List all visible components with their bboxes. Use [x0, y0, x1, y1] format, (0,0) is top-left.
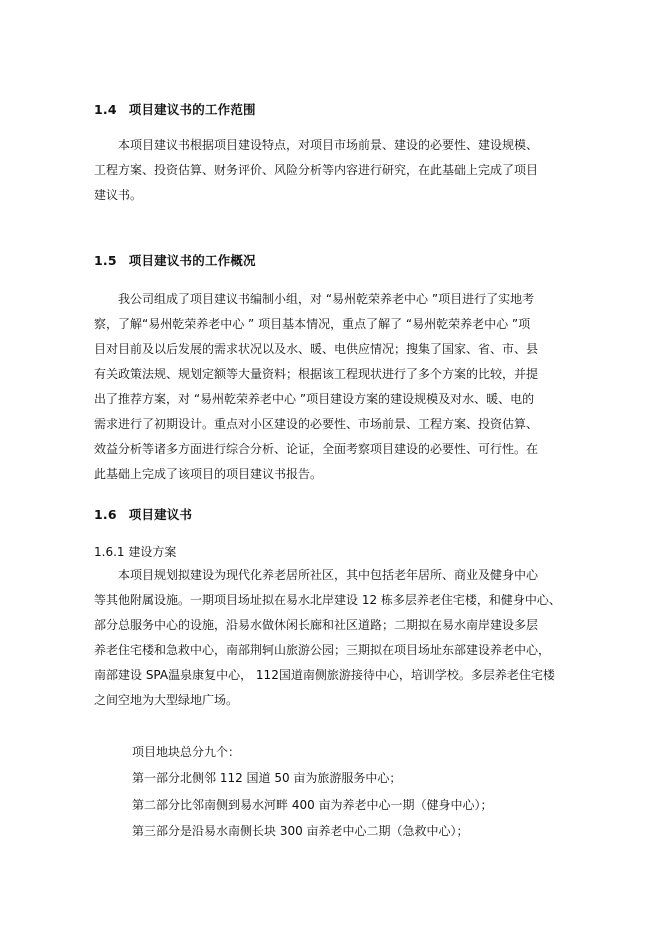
section-number: 1.4	[94, 102, 117, 117]
paragraph-line: 本项目建议书根据项目建设特点，对项目市场前景、建设的必要性、建设规模、	[118, 138, 539, 152]
section-number: 1.5	[94, 253, 117, 268]
section-heading-1-4	[94, 100, 256, 118]
paragraph-line: 察，了解“易州乾荣养老中心 ” 项目基本情况，重点了解了 “易州乾荣养老中心 ”项	[94, 317, 531, 331]
section-number: 1.6	[94, 507, 117, 522]
section-title: 项目建议书的工作概况	[128, 253, 256, 268]
paragraph-line: 有关政策法规、规划定额等大量资料；根据该工程现状进行了多个方案的比较，并提	[94, 367, 539, 381]
subsection-heading-1-6-1: 1.6.1 建设方案	[94, 545, 177, 559]
section-title: 项目建议书的工作范围	[128, 102, 256, 117]
paragraph-line: 效益分析等诸多方面进行综合分析、论证，全面考察项目建设的必要性、可行性。在	[94, 442, 539, 456]
plot-list-item: 第一部分北侧邻 112 国道 50 亩为旅游服务中心；	[132, 771, 402, 785]
paragraph-line: 出了推荐方案，对 “易州乾荣养老中心 ”项目建设方案的建设规模及对水、暖、电的	[94, 392, 535, 406]
plots-intro-line: 项目地块总分九个：	[132, 745, 241, 759]
section-heading-1-6	[94, 505, 192, 523]
paragraph-line: 工程方案、投资估算、财务评价、风险分析等内容进行研究，在此基础上完成了项目	[94, 163, 539, 177]
paragraph-line: 此基础上完成了该项目的项目建议书报告。	[94, 467, 323, 481]
paragraph-line: 本项目规划拟建设为现代化养老居所社区，其中包括老年居所、商业及健身中心	[118, 568, 539, 582]
paragraph-line: 建议书。	[94, 188, 143, 202]
paragraph-line: 目对目前及以后发展的需求状况以及水、暖、电供应情况；搜集了国家、省、市、县	[94, 342, 539, 356]
paragraph-line: 养老住宅楼和急救中心，南部荆轲山旅游公园；三期拟在项目场址东部建设养老中心，	[94, 643, 551, 657]
paragraph-line: 等其他附属设施。一期项目场址拟在易水北岸建设 12 栋多层养老住宅楼，和健身中心、	[94, 593, 561, 607]
section-heading-1-5	[94, 251, 256, 269]
paragraph-line: 需求进行了初期设计。重点对小区建设的必要性、市场前景、工程方案、投资估算、	[94, 417, 539, 431]
paragraph-line: 南部建设 SPA温泉康复中心， 112国道南侧旅游接待中心，培训学校。多层养老住宅楼	[94, 668, 555, 682]
section-title: 项目建议书	[128, 507, 193, 522]
plot-list-item: 第三部分是沿易水南侧长块 300 亩养老中心二期（急救中心）；	[132, 824, 469, 838]
paragraph-line: 之间空地为大型绿地广场。	[94, 693, 239, 707]
plot-list-item: 第二部分比邻南侧到易水河畔 400 亩为养老中心一期（健身中心）；	[132, 798, 493, 812]
paragraph-line: 部分总服务中心的设施，沿易水做休闲长廊和社区道路；二期拟在易水南岸建设多层	[94, 618, 539, 632]
paragraph-line: 我公司组成了项目建议书编制小组，对 “易州乾荣养老中心 ”项目进行了实地考	[118, 292, 535, 306]
